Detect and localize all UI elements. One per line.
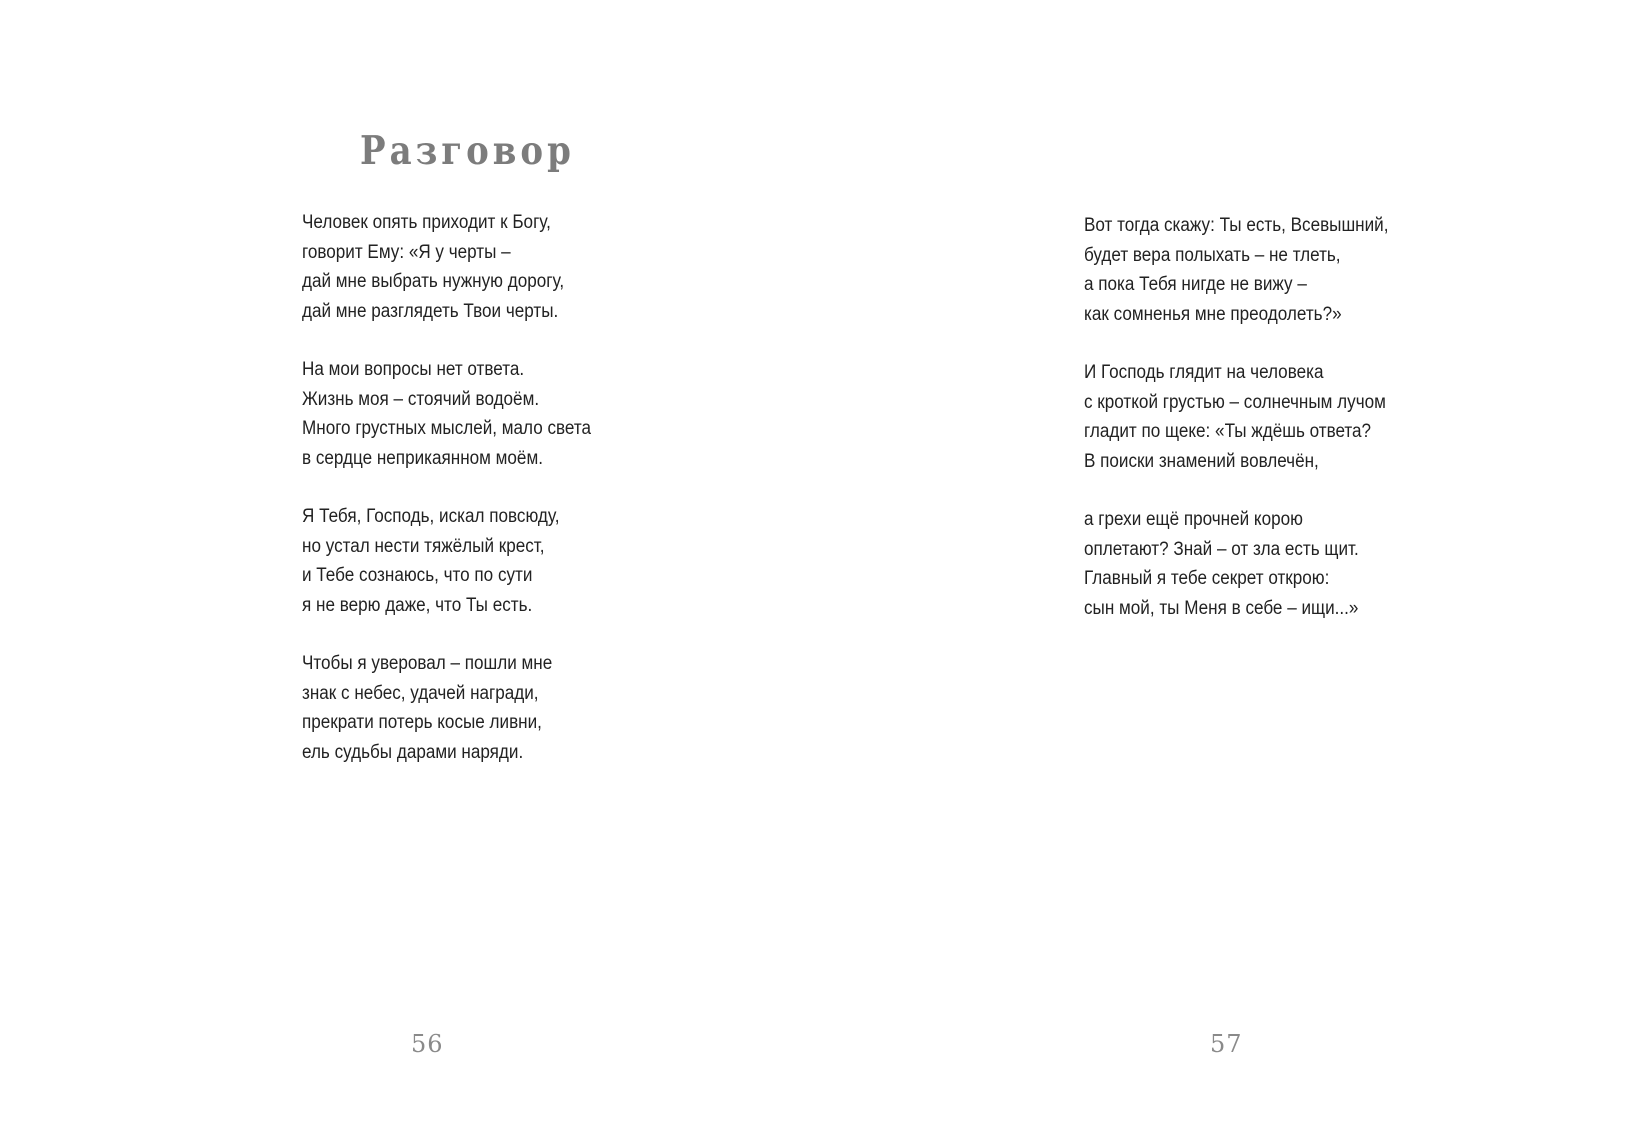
poem-line: И Господь глядит на человека [1084,362,1324,383]
poem-line: как сомненья мне преодолеть?» [1084,303,1342,325]
poem-line: Главный я тебе секрет открою: [1084,568,1330,589]
poem-text-left [302,208,623,796]
poem-line: дай мне выбрать нужную дорогу, [302,271,565,292]
poem-line: будет вера полыхать – не тлеть, [1084,244,1341,266]
poem-line: с кроткой грустью – солнечным лучом [1084,391,1386,413]
poem-line: В поиски знамений вовлечён, [1084,450,1319,472]
poem-line: сын мой, ты Меня в себе – ищи...» [1084,597,1359,619]
poem-line: оплетают? Знай – от зла есть щит. [1084,538,1359,560]
stanza [1084,505,1422,623]
stanza [302,208,623,326]
poem-line: но устал нести тяжёлый крест, [302,535,545,557]
poem-line: говорит Ему: «Я у черты – [302,241,511,263]
poem-line: Чтобы я уверовал – пошли мне [302,653,553,674]
stanza [1084,211,1422,329]
poem-line: знак с небес, удачей награди, [302,682,539,704]
poem-line: гладит по щеке: «Ты ждёшь ответа? [1084,421,1372,442]
poem-line: и Тебе сознаюсь, что по сути [302,565,533,586]
stanza [302,355,623,473]
poem-line: а грехи ещё прочней корою [1084,509,1303,530]
poem-text-right [1084,211,1422,652]
poem-line: в сердце неприкаянном моём. [302,447,543,469]
poem-line: а пока Тебя нигде не вижу – [1084,274,1307,295]
poem-line: Человек опять приходит к Богу, [302,212,551,233]
page-number-right: 57 [1210,1030,1243,1058]
stanza [302,502,623,620]
stanza [1084,358,1422,476]
right-page [822,0,1644,1134]
poem-line: Жизнь моя – стоячий водоём. [302,388,540,410]
poem-line: Много грустных мыслей, мало света [302,418,592,439]
poem-line: Вот тогда скажу: Ты есть, Всевышний, [1084,215,1389,236]
poem-line: я не верю даже, что Ты есть. [302,594,533,616]
poem-title: Разговор [360,128,575,175]
poem-line: прекрати потерь косые ливни, [302,712,542,733]
poem-line: дай мне разглядеть Твои черты. [302,300,559,322]
poem-line: Я Тебя, Господь, искал повсюду, [302,506,560,527]
stanza [302,649,623,767]
poem-line: ель судьбы дарами наряди. [302,741,524,763]
page-number-left: 56 [411,1030,444,1058]
poem-line: На мои вопросы нет ответа. [302,359,525,380]
